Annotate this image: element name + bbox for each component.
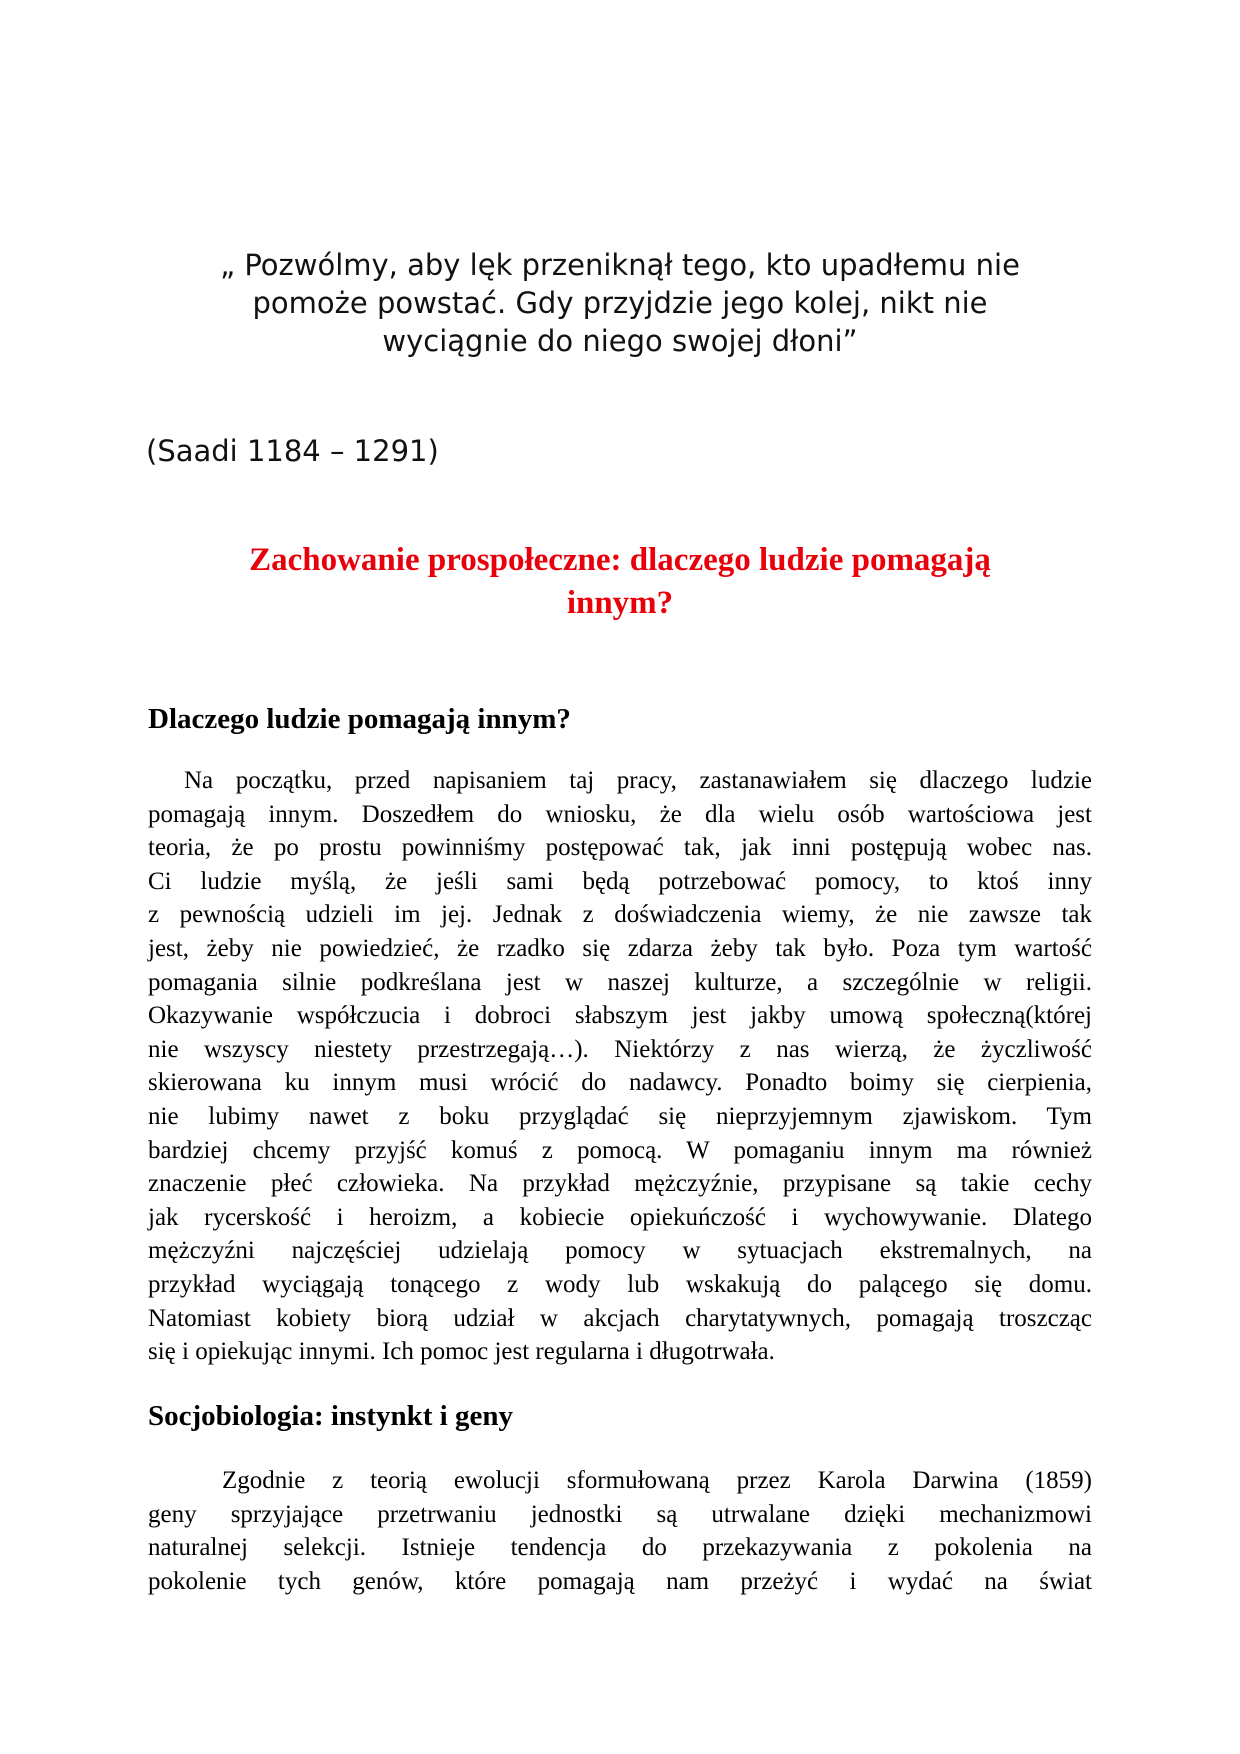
section-heading-why-help: Dlaczego ludzie pomagają innym?: [148, 703, 571, 735]
paragraph-line: Okazywanie współczucia i dobroci słabszym jest jakby umową społeczną(której: [148, 1002, 1092, 1030]
paragraph-line: jest, żeby nie powiedzieć, że rzadko się zdarza żeby tak było. Poza tym wartość: [148, 934, 1092, 962]
paragraph-line: naturalnej selekcji. Istnieje tendencja do przekazywania z pokolenia na: [148, 1534, 1092, 1562]
paragraph-line: skierowana ku innym musi wrócić do nadawcy. Ponadto boimy się cierpienia,: [148, 1069, 1092, 1097]
epigraph-quote: [140, 246, 1100, 360]
paragraph-line: z pewnością udzieli im jej. Jednak z doświadczenia wiemy, że nie zawsze tak: [148, 901, 1092, 929]
quote-line: „ Pozwólmy, aby lęk przeniknął tego, kto upadłemu nie: [220, 248, 1020, 282]
paragraph-line: Natomiast kobiety biorą udział w akcjach charytatywnych, pomagają troszcząc: [148, 1304, 1092, 1332]
section-why-help-paragraph: [148, 764, 1092, 1369]
main-title: [160, 539, 1080, 625]
paragraph-line: przykład wyciągają tonącego z wody lub wskakują do palącego się domu.: [148, 1270, 1092, 1298]
paragraph-line: nie lubimy nawet z boku przyglądać się nieprzyjemnym zjawiskom. Tym: [148, 1102, 1092, 1130]
paragraph-line: jak rycerskość i heroizm, a kobiecie opiekuńczość i wychowywanie. Dlatego: [148, 1203, 1092, 1231]
section-sociobiology-paragraph: [148, 1464, 1092, 1598]
paragraph-line: Na początku, przed napisaniem taj pracy, zastanawiałem się dlaczego ludzie: [184, 767, 1092, 794]
main-title-line: Zachowanie prospołeczne: dlaczego ludzie pomagają: [249, 542, 991, 578]
paragraph-line: Ci ludzie myślą, że jeśli sami będą potrzebować pomocy, to ktoś inny: [148, 867, 1092, 895]
paragraph-line: się i opiekując innymi. Ich pomoc jest regularna i długotrwała.: [148, 1338, 775, 1366]
paragraph-line: teoria, że po prostu powinniśmy postępować tak, jak inni postępują wobec nas.: [148, 834, 1092, 862]
quote-author: (Saadi 1184 – 1291): [146, 434, 439, 468]
paragraph-line: Zgodnie z teorią ewolucji sformułowaną przez Karola Darwina (1859): [222, 1467, 1092, 1494]
paragraph-line: mężczyźni najczęściej udzielają pomocy w sytuacjach ekstremalnych, na: [148, 1237, 1092, 1265]
paragraph-line: bardziej chcemy przyjść komuś z pomocą. W pomaganiu innym ma również: [148, 1136, 1092, 1164]
quote-line: pomoże powstać. Gdy przyjdzie jego kolej, nikt nie: [252, 286, 988, 320]
paragraph-line: nie wszyscy niestety przestrzegają…). Niektórzy z nas wierzą, że życzliwość: [148, 1035, 1092, 1063]
paragraph-line: geny sprzyjające przetrwaniu jednostki są utrwalane dzięki mechanizmowi: [148, 1500, 1092, 1528]
paragraph-line: znaczenie płeć człowieka. Na przykład mężczyźnie, przypisane są takie cechy: [148, 1170, 1092, 1198]
quote-line: wyciągnie do niego swojej dłoni”: [382, 324, 858, 358]
paragraph-line: pomagają innym. Doszedłem do wniosku, że dla wielu osób wartościowa jest: [148, 800, 1092, 828]
main-title-line: innym?: [566, 585, 674, 621]
paragraph-line: pokolenie tych genów, które pomagają nam przeżyć i wydać na świat: [148, 1567, 1092, 1595]
section-heading-sociobiology: Socjobiologia: instynkt i geny: [148, 1400, 513, 1432]
paragraph-line: pomagania silnie podkreślana jest w naszej kulturze, a szczególnie w religii.: [148, 968, 1092, 996]
